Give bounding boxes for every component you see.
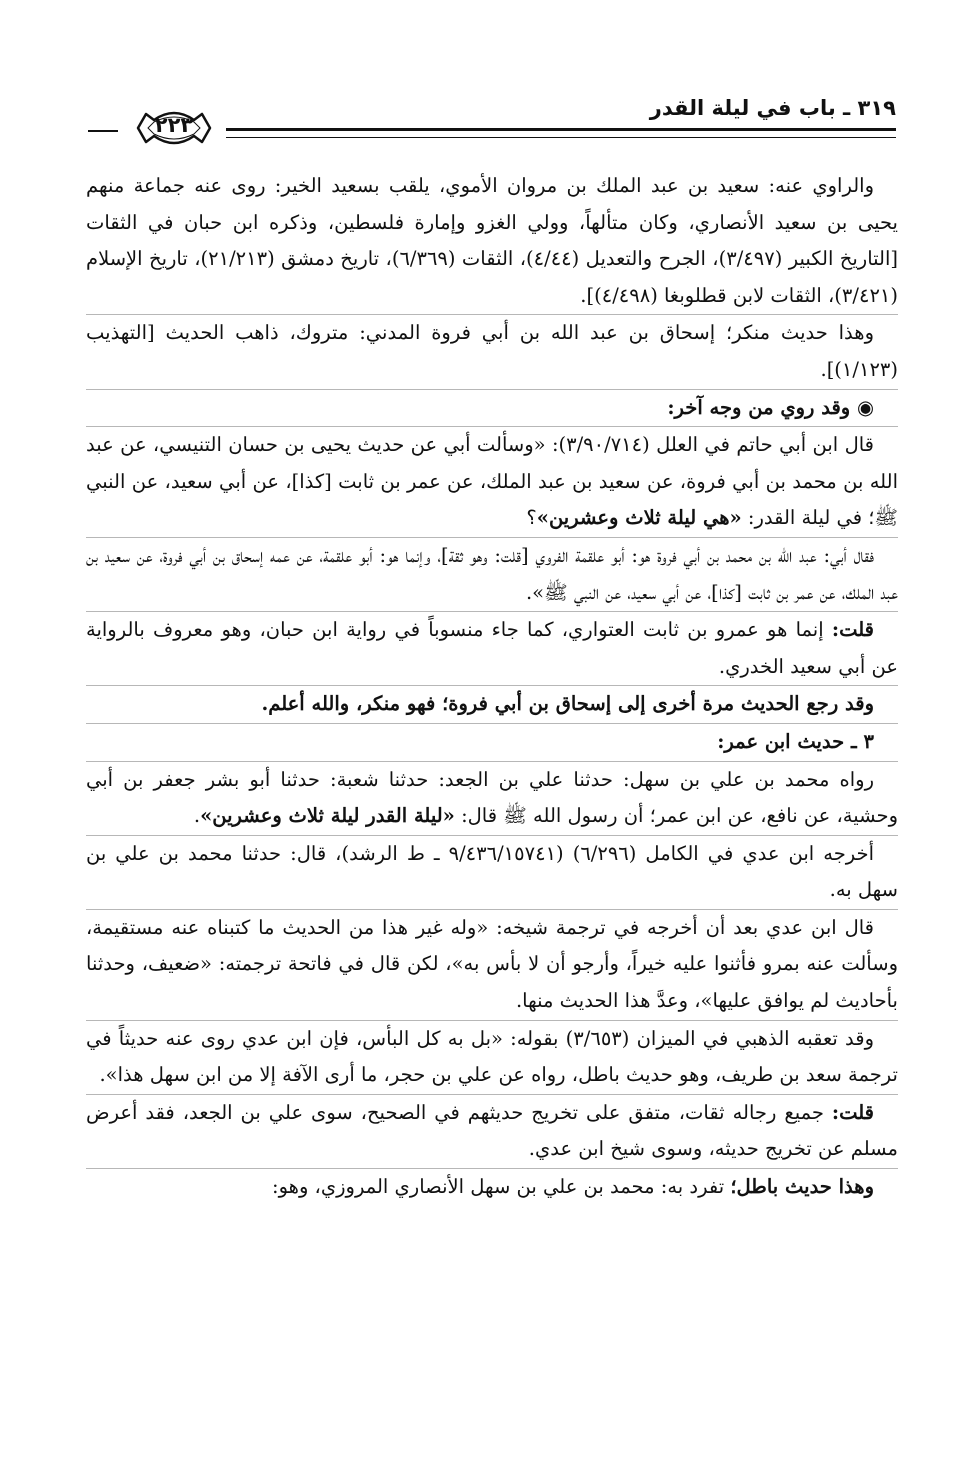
text-run: والراوي عنه: سعيد بن عبد الملك بن مروان الأموي، يلقب بسعيد الخير: روى عنه جماعة منهم يحيى بن سعيد الأنصاري، وكان متألهاً، وولي الغزو وإمارة فلسطين، وذكره ابن حبان في الثقات [التاريخ الكبير (٣/٤٩٧)، الجرح والتعديل (٤/٤٤)، الثقات (٦/٣٦٩)، تاريخ دمشق (٢١/٢١٣)، تاريخ الإسلام (٣/٤٢١)، الثقات لابن قطلوبغا (٤/٤٩٨)]. (86, 174, 899, 307)
text-run: قال ابن أبي حاتم في العلل (٣/٩٠/٧١٤): «وسألت أبي عن حديث يحيى بن حسان التنيسي، عن عبد الله بن محمد بن أبي فروة، عن سعيد بن عبد الملك، عن عمر بن ثابت [كذا]، عن أبي سعيد، عن النبي ﷺ؛ في ليلة القدر: (86, 433, 898, 530)
paragraph (86, 1095, 898, 1169)
text-run: فقال أبي: عبد الله بن محمد بن أبي فروة هو: أبو علقمة الفروي [قلت: وهو ثقة]، وإنما هو: أبو علقمة، عن عمه إسحاق بن أبي فروة، عن سعيد بن عبد الملك، عن عمر بن ثابت [كذا]، عن أبي سعيد، عن النبي ﷺ». (86, 543, 898, 604)
bold-text: «ليلة القدر ليلة ثلاث وعشرين» (200, 804, 455, 828)
bold-text: «هي ليلة ثلاث وعشرين» (536, 506, 742, 530)
header-rule (226, 128, 896, 138)
bold-text: وهذا حديث باطل؛ (730, 1175, 874, 1199)
paragraph (86, 836, 898, 910)
paragraph (86, 910, 898, 1021)
text-run: إنما هو عمرو بن ثابت العتواري، كما جاء منسوباً في رواية ابن حبان، وهو معروف بالرواية عن أبي سعيد الخدري. (86, 618, 898, 678)
paragraph (86, 390, 898, 428)
header-dash (88, 130, 118, 132)
text-run: تفرد به: محمد بن علي بن سهل الأنصاري المروزي، وهو: (272, 1175, 731, 1199)
text-run: وهذا حديث منكر؛ إسحاق بن عبد الله بن أبي فروة المدني: متروك، ذاهب الحديث [التهذيب (١/١٢٣)]. (86, 321, 898, 381)
paragraph (86, 686, 898, 724)
paragraph (86, 762, 898, 836)
bold-text: ◉ وقد روي من وجه آخر: (667, 395, 874, 419)
text-run: ؟ (526, 506, 537, 530)
main-text (86, 168, 898, 1206)
text-run: رواه محمد بن علي بن سهل: حدثنا علي بن الجعد: حدثنا شعبة: حدثنا أبو بشر جعفر بن أبي وحشية، عن نافع، عن ابن عمر؛ أن رسول الله ﷺ قال: (86, 767, 898, 828)
paragraph (86, 427, 898, 538)
paragraph (86, 724, 898, 762)
paragraph (86, 168, 898, 315)
text-run: جميع رجاله ثقات، متفق على تخريج حديثهم في الصحيح، سوى علي بن الجعد، فقد أعرض مسلم عن تخريج حديثه، وسوى شيخ ابن عدي. (86, 1100, 898, 1161)
text-run: قال ابن عدي بعد أن أخرجه في ترجمة شيخه: «وله غير هذا من الحديث ما كتبناه عنه مستقيمة، وسألت عنه بمرو فأثنوا عليه خيراً، وأرجو أن لا بأس به»، لكن قال في فاتحة ترجمته: «ضعيف، وحدثنا بأحاديث لم يوافق عليها»، وعدَّ هذا الحديث منها. (86, 915, 898, 1013)
paragraph (86, 1021, 898, 1095)
bold-text: ٣ ـ حديث ابن عمر: (717, 729, 874, 753)
bold-text: قلت: (831, 618, 874, 642)
text-run: أخرجه ابن عدي في الكامل (٦/٢٩٦) (٩/٤٣٦/١٥٧٤١ ـ ط الرشد)، قال: حدثنا محمد بن علي بن سهل به. (86, 841, 898, 902)
page-number: ٢٢٣ (154, 113, 194, 137)
page-number-badge (128, 104, 220, 152)
chapter-title: ٣١٩ ـ باب في ليلة القدر (649, 96, 896, 120)
bold-text: قلت: (831, 1100, 874, 1124)
paragraph (86, 1169, 898, 1206)
text-run: . (193, 804, 201, 828)
running-header (88, 92, 896, 142)
text-run: وقد تعقبه الذهبي في الميزان (٣/٦٥٣) بقوله: «بل به كل البأس، فإن ابن عدي روى عنه حديثاً في ترجمة سعد بن طريف، وهو حديث باطل، رواه عن علي بن حجر، ما أرى الآفة إلا من ابن سهل هذا». (86, 1026, 898, 1087)
paragraph (86, 612, 898, 686)
paragraph (86, 538, 898, 612)
paragraph (86, 315, 898, 389)
bold-text: وقد رجع الحديث مرة أخرى إلى إسحاق بن أبي فروة؛ فهو منكر، والله أعلم. (261, 692, 874, 716)
